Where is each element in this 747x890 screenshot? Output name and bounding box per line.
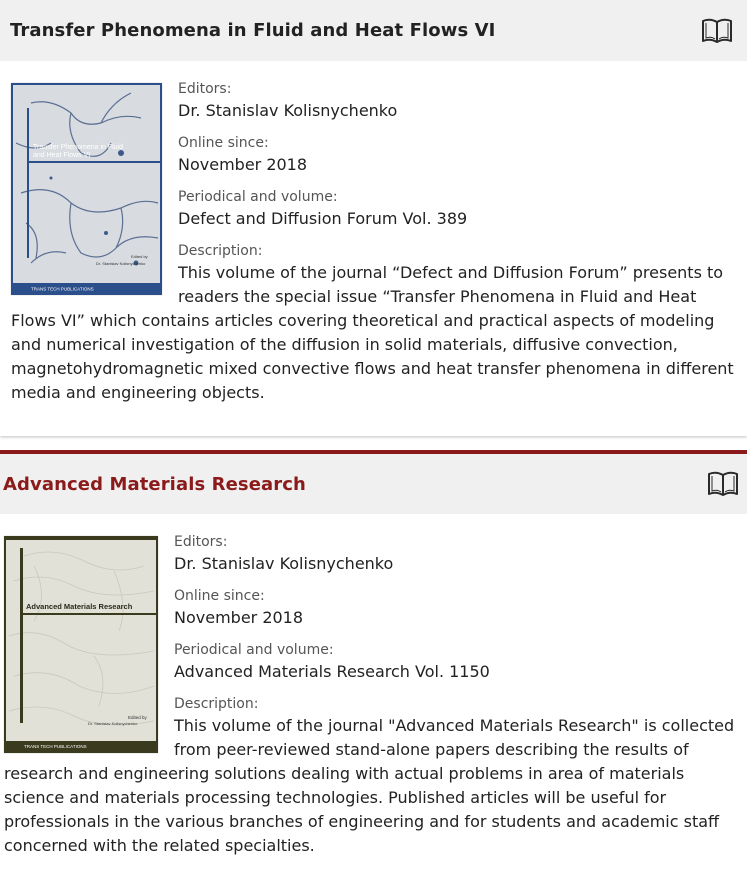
online-since-label: Online since: — [178, 135, 269, 151]
cover-edited-by: Edited by — [128, 715, 147, 720]
cover-publisher: TRANS TECH PUBLICATIONS — [31, 286, 94, 292]
volume-title-link[interactable]: Transfer Phenomena in Fluid and Heat Flows VI — [10, 20, 496, 41]
volume-card-header — [0, 454, 747, 514]
description-label: Description: — [178, 243, 263, 259]
book-icon[interactable] — [707, 470, 739, 498]
cover-image[interactable] — [11, 83, 162, 295]
volume-card-body — [0, 514, 747, 858]
volume-card — [0, 0, 747, 436]
cover-publisher: TRANS TECH PUBLICATIONS — [24, 744, 87, 749]
volume-card-header — [0, 0, 747, 61]
description-text: This volume of the journal "Advanced Materials Research" is collected from peer-reviewed stand-alone papers describing the results of research and engineering solutions dealing with actual problems in area of materials science and materials processing technologies. Published articles will be useful for professionals in the various branches of engineering and for students and academic staff concerned with the related specialties. — [4, 716, 735, 855]
cover-title-line1: Transfer Phenomena in Fluid — [33, 144, 124, 151]
online-since-label: Online since: — [174, 588, 265, 604]
book-icon[interactable] — [701, 17, 733, 45]
periodical-value: Advanced Materials Research Vol. 1150 — [174, 662, 490, 681]
online-since-value: November 2018 — [174, 608, 304, 627]
cover-title-line2: and Heat Flows VI — [33, 152, 91, 159]
description-label: Description: — [174, 696, 259, 712]
volume-card-body — [0, 61, 747, 405]
periodical-value: Defect and Diffusion Forum Vol. 389 — [178, 209, 468, 228]
card-separator — [0, 436, 747, 450]
editors-value: Dr. Stanislav Kolisnychenko — [174, 554, 394, 573]
editors-label: Editors: — [178, 81, 232, 97]
editors-value: Dr. Stanislav Kolisnychenko — [178, 101, 398, 120]
online-since-value: November 2018 — [178, 155, 308, 174]
cover-image[interactable] — [4, 536, 158, 753]
cover-title-line1: Advanced Materials Research — [26, 602, 133, 611]
volume-title-link[interactable]: Advanced Materials Research — [3, 473, 306, 495]
editors-label: Editors: — [174, 534, 228, 550]
description-text: This volume of the journal “Defect and Diffusion Forum” presents to readers the special issue “Transfer Phenomena in Fluid and Heat Flows VI” which contains articles covering theoretical and practical aspects of modeling and numerical investigation of the diffusion in solid materials, diffusive convection, magnetohydromagnetic mixed convective flows and heat transfer phenomena in different media and engineering objects. — [11, 263, 734, 402]
cover-edited-by: Edited by — [131, 254, 148, 259]
periodical-label: Periodical and volume: — [174, 642, 334, 658]
volume-card — [0, 450, 747, 858]
periodical-label: Periodical and volume: — [178, 189, 338, 205]
cover-editor: Dr. Stanislav Kolisnychenko — [88, 721, 138, 726]
cover-editor: Dr. Stanislav Kolisnychenko — [96, 261, 146, 266]
